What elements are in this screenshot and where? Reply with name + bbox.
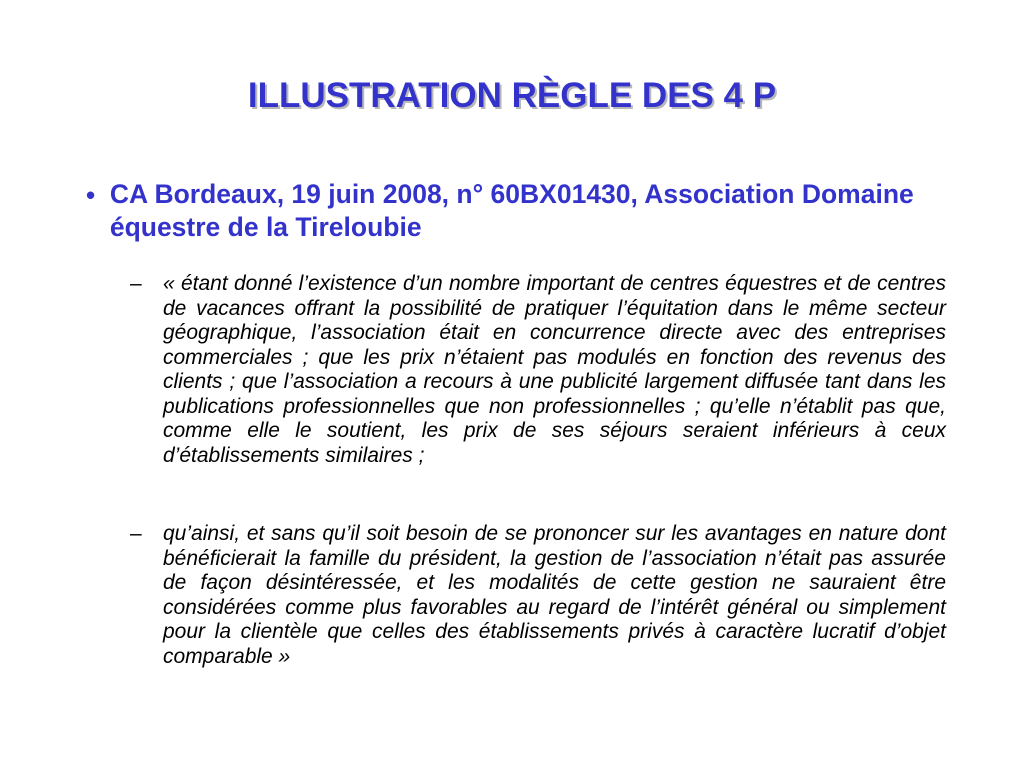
quotation-item <box>130 522 946 669</box>
slide-title: ILLUSTRATION RÈGLE DES 4 P <box>247 76 777 115</box>
quotation-text: « étant donné l’existence d’un nombre important de centres équestres et de centres de vacances offrant la possibilité de pratiquer l’équitation dans le même secteur géographique, l’association était en concurrence directe avec des entreprises commerciales ; que les prix n’étaient pas modulés en fonction des revenus des clients ; que l’association a recours à une publicité largement diffusée tant dans les publications professionnelles que non professionnelles ; qu’elle n’établit pas que, comme elle le soutient, les prix de ses séjours seraient inférieurs à ceux d’établissements similaires ; <box>163 272 946 467</box>
main-bullet <box>86 178 946 244</box>
dash-marker: – <box>130 522 142 545</box>
bullet-marker: • <box>86 180 96 210</box>
quotation-text: qu’ainsi, et sans qu’il soit besoin de se prononcer sur les avantages en nature dont bénéficierait la famille du président, la gestion de l’association n’était pas assurée de façon désintéressée, et les modalités de cette gestion ne sauraient être considérées comme plus favorables au regard de l’intérêt général ou simplement pour la clientèle que celles des établissements privés à caractère lucratif d’objet comparable » <box>163 522 946 668</box>
dash-marker: – <box>130 272 142 295</box>
case-reference: CA Bordeaux, 19 juin 2008, n° 60BX01430, Association Domaine équestre de la Tireloubie <box>109 179 914 242</box>
quotation-item <box>130 272 946 468</box>
